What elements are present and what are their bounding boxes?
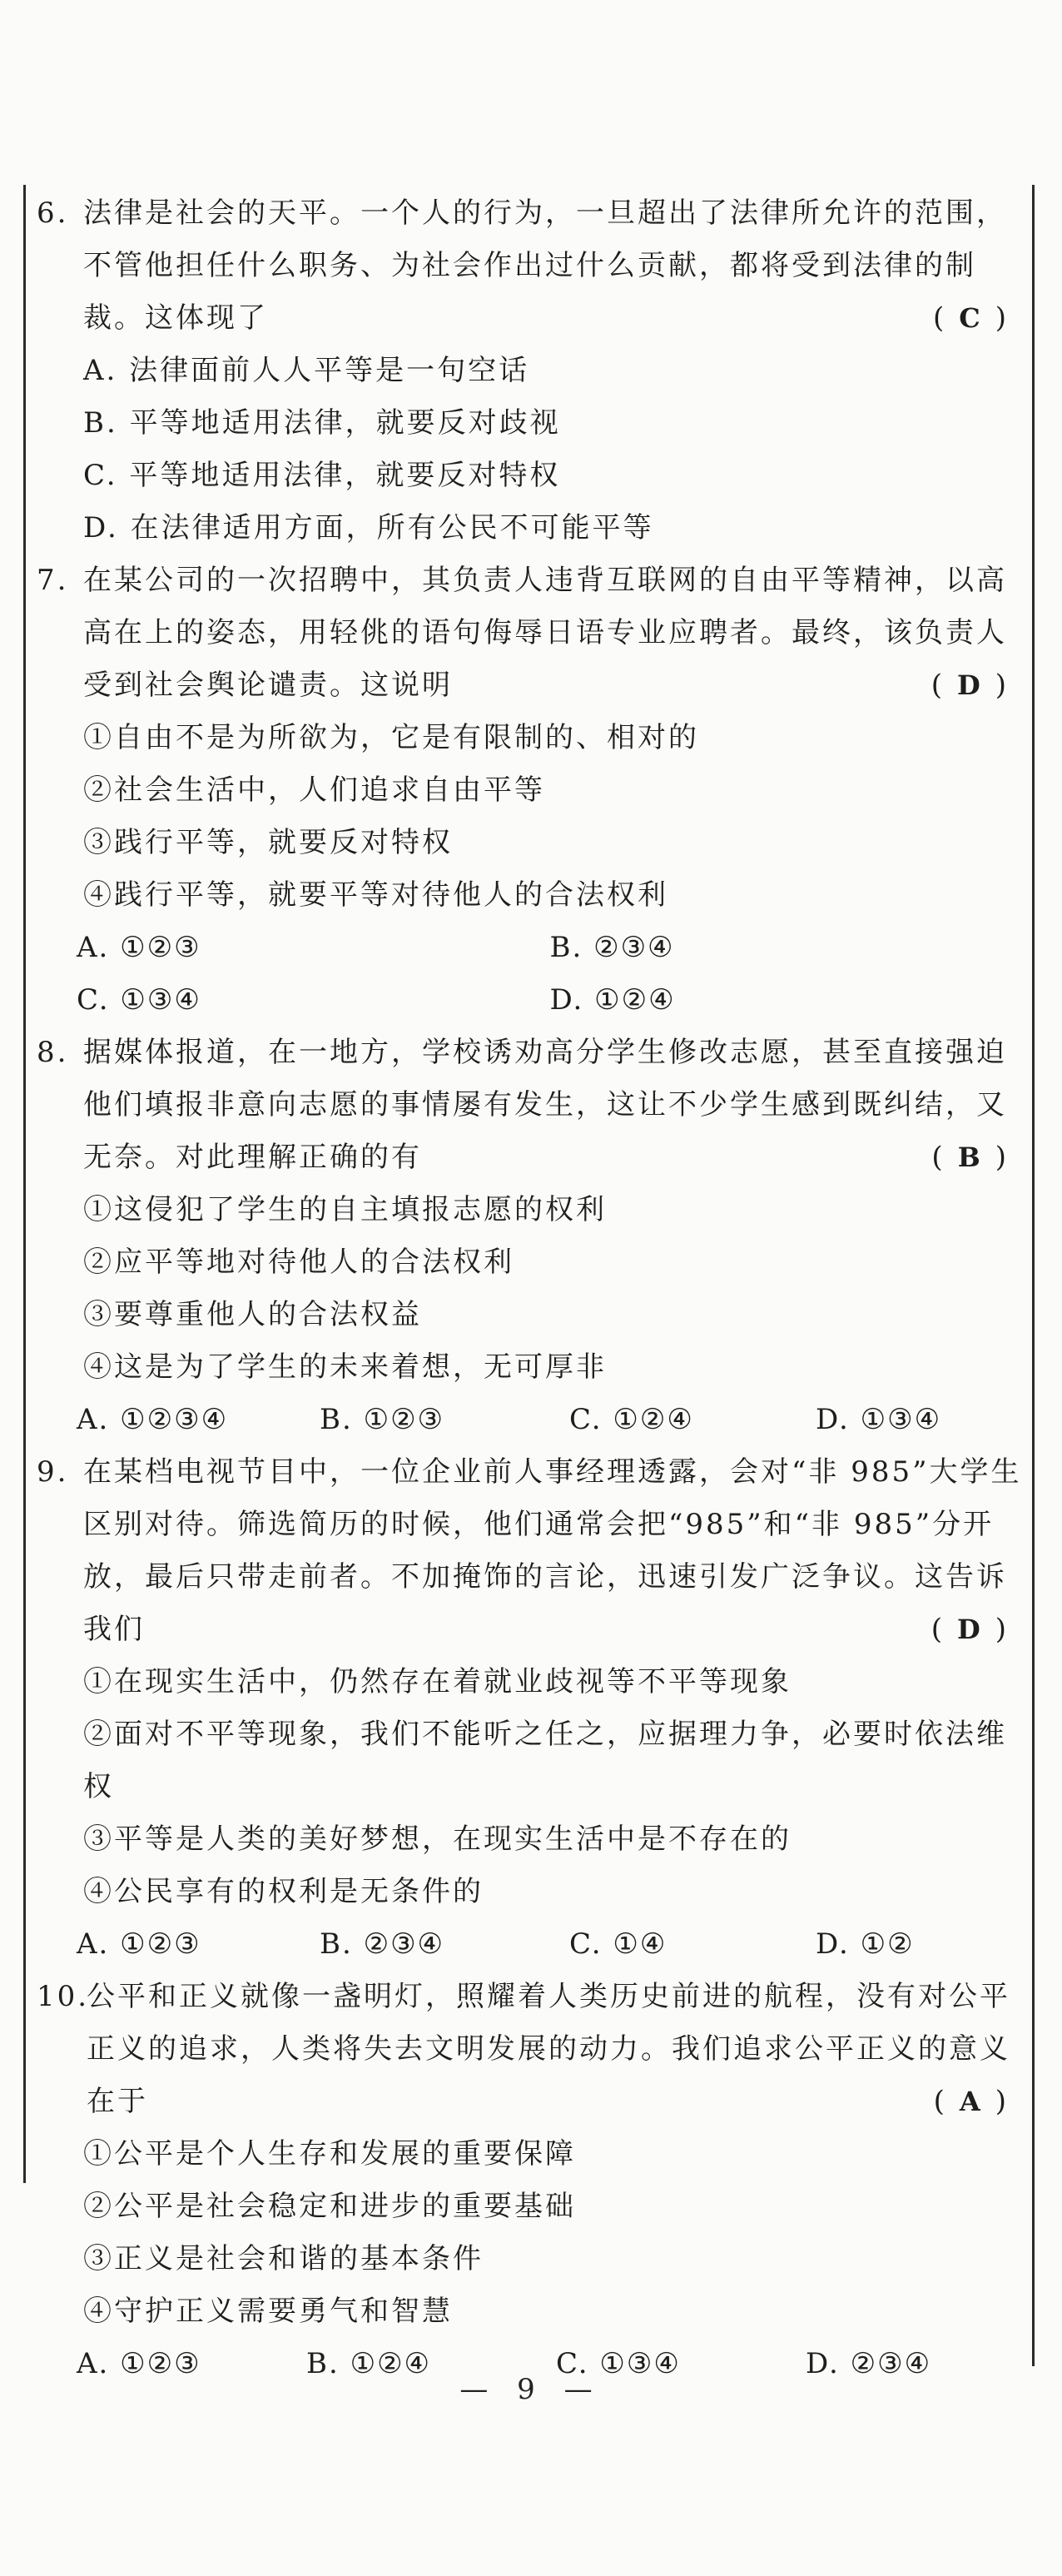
options-row [37, 974, 1023, 1027]
option-c: C. 平等地适用法律，就要反对特权 [83, 459, 561, 492]
option-b: B. ②③④ [320, 1927, 445, 1961]
right-margin-rule [1032, 185, 1035, 2366]
option-c: C. ①③④ [556, 2347, 681, 2380]
answer-bracket: ( B ) [931, 1141, 1006, 1174]
question-stem [37, 187, 1023, 345]
option-a: A. ①②③④ [77, 1403, 229, 1436]
option-a: A. ①②③ [77, 2347, 201, 2380]
answer-bracket: ( A ) [933, 2085, 1006, 2118]
question-number: 6. [37, 196, 69, 230]
question-text: 法律是社会的天平。一个人的行为，一旦超出了法律所允许的范围，不管他担任什么职务、为社会作出过什么贡献，都将受到法律的制裁。这体现了 [83, 196, 1007, 335]
page-number: — 9 — [459, 2373, 603, 2406]
option-b: B. 平等地适用法律，就要反对歧视 [83, 406, 561, 440]
question-number: 7. [37, 564, 69, 597]
question-number: 8. [37, 1036, 69, 1069]
answer-bracket: ( D ) [930, 1613, 1006, 1646]
option-c: C. ①②④ [569, 1403, 694, 1436]
option-c: C. ①③④ [77, 983, 201, 1017]
option-a: A. ①②③ [77, 1927, 201, 1961]
statement-2: ②社会生活中，人们追求自由平等 [83, 773, 545, 807]
statement-2: ②公平是社会稳定和进步的重要基础 [83, 2190, 576, 2223]
answer-bracket: ( C ) [933, 301, 1006, 335]
answer-letter: D [956, 1614, 980, 1645]
answer-bracket: ( D ) [930, 669, 1006, 702]
statement-1: ①在现实生活中，仍然存在着就业歧视等不平等现象 [83, 1665, 792, 1698]
statement-1: ①自由不是为所欲为，它是有限制的、相对的 [83, 721, 699, 754]
statement-3: ③要尊重他人的合法权益 [83, 1298, 422, 1331]
question-10 [37, 1971, 1023, 2390]
question-stem [37, 1027, 1023, 1184]
left-margin-rule [23, 185, 26, 2183]
option-d: D. 在法律适用方面，所有公民不可能平等 [83, 511, 654, 545]
option-d: D. ①②④ [549, 983, 676, 1017]
question-number: 9. [37, 1455, 69, 1489]
statement-4: ④这是为了学生的未来着想，无可厚非 [83, 1350, 607, 1384]
option-d: D. ①② [816, 1927, 915, 1961]
statement-1: ①这侵犯了学生的自主填报志愿的权利 [83, 1193, 607, 1226]
statement-3: ③平等是人类的美好梦想，在现实生活中是不存在的 [83, 1823, 792, 1856]
options-row [37, 922, 1023, 974]
question-text: 据媒体报道，在一地方，学校诱劝高分学生修改志愿，甚至直接强迫他们填报非意向志愿的事情屡有发生，这让不少学生感到既纠结，又无奈。对此理解正确的有 [83, 1036, 1007, 1174]
question-8 [37, 1027, 1023, 1446]
question-list [37, 187, 1023, 2390]
question-6 [37, 187, 1023, 554]
answer-letter: B [957, 1141, 980, 1173]
question-stem [37, 554, 1023, 712]
statement-3: ③践行平等，就要反对特权 [83, 826, 453, 859]
question-stem [37, 1971, 1023, 2128]
statement-2: ②应平等地对待他人的合法权利 [83, 1246, 514, 1279]
options-row [37, 1394, 1023, 1446]
option-b: B. ①②④ [306, 2347, 432, 2380]
option-b: B. ②③④ [549, 931, 675, 964]
options-row [37, 1918, 1023, 1971]
option-d: D. ①③④ [816, 1403, 942, 1436]
statement-1: ①公平是个人生存和发展的重要保障 [83, 2137, 576, 2171]
statement-2: ②面对不平等现象，我们不能听之任之，应据理力争，必要时依法维权 [83, 1718, 1007, 1803]
statement-3: ③正义是社会和谐的基本条件 [83, 2242, 484, 2275]
answer-letter: A [959, 2086, 980, 2117]
answer-letter: D [956, 669, 980, 701]
question-7 [37, 554, 1023, 1027]
question-number: 10. [37, 1980, 90, 2013]
question-9 [37, 1446, 1023, 1971]
option-a: A. 法律面前人人平等是一句空话 [83, 354, 530, 387]
question-text: 在某档电视节目中，一位企业前人事经理透露，会对“非 985”大学生区别对待。筛选简历的时候，他们通常会把“985”和“非 985”分开放，最后只带走前者。不加掩饰的言论，迅速引发广泛争议。这告诉我们 [83, 1455, 1022, 1646]
answer-letter: C [959, 302, 980, 334]
question-text: 在某公司的一次招聘中，其负责人违背互联网的自由平等精神，以高高在上的姿态，用轻佻的语句侮辱日语专业应聘者。最终，该负责人受到社会舆论谴责。这说明 [83, 564, 1007, 702]
question-text: 公平和正义就像一盏明灯，照耀着人类历史前进的航程，没有对公平正义的追求，人类将失去文明发展的动力。我们追求公平正义的意义在于 [87, 1980, 1010, 2118]
option-a: A. ①②③ [77, 931, 201, 964]
option-d: D. ②③④ [806, 2347, 932, 2380]
statement-4: ④守护正义需要勇气和智慧 [83, 2295, 453, 2328]
option-b: B. ①②③ [320, 1403, 445, 1436]
statement-4: ④公民享有的权利是无条件的 [83, 1875, 484, 1908]
question-stem [37, 1446, 1023, 1656]
option-c: C. ①④ [569, 1927, 667, 1961]
statement-4: ④践行平等，就要平等对待他人的合法权利 [83, 878, 668, 912]
